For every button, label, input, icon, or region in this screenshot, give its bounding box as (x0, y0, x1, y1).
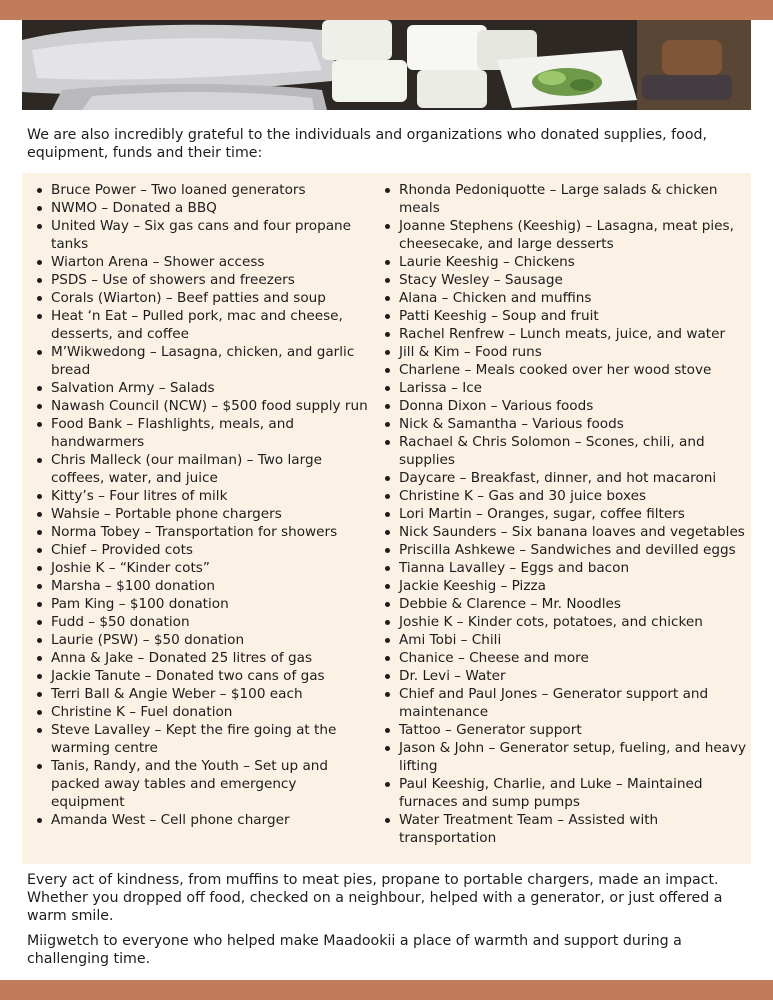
foam-container-1 (322, 20, 392, 60)
donor-list-item: Joanne Stephens (Keeshig) – Lasagna, meat pies, cheesecake, and large desserts (382, 217, 747, 253)
donor-list-item: M’Wikwedong – Lasagna, chicken, and garlic bread (34, 343, 374, 379)
donor-list-item: Rachael & Chris Solomon – Scones, chili, and supplies (382, 433, 747, 469)
donor-list-item: PSDS – Use of showers and freezers (34, 271, 374, 289)
donor-list-item: Christine K – Gas and 30 juice boxes (382, 487, 747, 505)
donor-list-right (382, 181, 747, 847)
donor-list-item: Lori Martin – Oranges, sugar, coffee filters (382, 505, 747, 523)
donor-list-item: Tanis, Randy, and the Youth – Set up and packed away tables and emergency equipment (34, 757, 374, 811)
closing-paragraph-1: Every act of kindness, from muffins to meat pies, propane to portable chargers, made an impact. Whether you dropped off food, checked on a neighbour, helped with a generator, or just offered a warm smile. (27, 872, 723, 924)
donor-list-item: Amanda West – Cell phone charger (34, 811, 374, 829)
food-containers-photo (22, 20, 751, 110)
donor-list-item: Jackie Tanute – Donated two cans of gas (34, 667, 374, 685)
donor-list-item: Debbie & Clarence – Mr. Noodles (382, 595, 747, 613)
donor-list-item: Kitty’s – Four litres of milk (34, 487, 374, 505)
donor-list-item: Priscilla Ashkewe – Sandwiches and devilled eggs (382, 541, 747, 559)
closing-paragraph-2: Miigwetch to everyone who helped make Maadookii a place of warmth and support during a challenging time. (27, 933, 682, 967)
donor-list-item: Water Treatment Team – Assisted with transportation (382, 811, 747, 847)
donor-list-item: Jill & Kim – Food runs (382, 343, 747, 361)
donor-list-item: Nick Saunders – Six banana loaves and vegetables (382, 523, 747, 541)
top-color-band (0, 0, 773, 20)
foam-container-3 (407, 25, 487, 70)
photo-illustration (22, 20, 751, 110)
donor-list-item: Pam King – $100 donation (34, 595, 374, 613)
donor-list-item: Bruce Power – Two loaned generators (34, 181, 374, 199)
donor-list-item: Patti Keeshig – Soup and fruit (382, 307, 747, 325)
donor-list-item: Joshie K – “Kinder cots” (34, 559, 374, 577)
donor-list-item: Dr. Levi – Water (382, 667, 747, 685)
donor-list-item: Wahsie – Portable phone chargers (34, 505, 374, 523)
donor-list-item: Terri Ball & Angie Weber – $100 each (34, 685, 374, 703)
donor-list-left (34, 181, 374, 829)
donor-list-item: Jason & John – Generator setup, fueling, and heavy lifting (382, 739, 747, 775)
donor-list-item: Steve Lavalley – Kept the fire going at the warming centre (34, 721, 374, 757)
donor-list-item: Alana – Chicken and muffins (382, 289, 747, 307)
donor-list-item: Rachel Renfrew – Lunch meats, juice, and water (382, 325, 747, 343)
donor-list-item: Marsha – $100 donation (34, 577, 374, 595)
donor-list-item: Tattoo – Generator support (382, 721, 747, 739)
donor-list-item: Chief – Provided cots (34, 541, 374, 559)
donor-list-item: Fudd – $50 donation (34, 613, 374, 631)
donor-list-item: NWMO – Donated a BBQ (34, 199, 374, 217)
donor-list-item: Christine K – Fuel donation (34, 703, 374, 721)
donor-list-item: Chief and Paul Jones – Generator support and maintenance (382, 685, 747, 721)
donor-list-item: Norma Tobey – Transportation for showers (34, 523, 374, 541)
foam-container-4 (417, 70, 487, 108)
donor-list-item: Paul Keeshig, Charlie, and Luke – Maintained furnaces and sump pumps (382, 775, 747, 811)
donor-list-item: Chris Malleck (our mailman) – Two large coffees, water, and juice (34, 451, 374, 487)
donor-list-item: Ami Tobi – Chili (382, 631, 747, 649)
intro-paragraph: We are also incredibly grateful to the individuals and organizations who donated supplies, food, equipment, funds and their time: (27, 127, 708, 161)
donor-list-item: Food Bank – Flashlights, meals, and handwarmers (34, 415, 374, 451)
donor-list-item: Chanice – Cheese and more (382, 649, 747, 667)
donor-list-item: Jackie Keeshig – Pizza (382, 577, 747, 595)
donor-list-item: Tianna Lavalley – Eggs and bacon (382, 559, 747, 577)
donor-list-item: Wiarton Arena – Shower access (34, 253, 374, 271)
foam-container-2 (332, 60, 407, 102)
donor-list-item: Charlene – Meals cooked over her wood stove (382, 361, 747, 379)
donor-list-item: Stacy Wesley – Sausage (382, 271, 747, 289)
donor-list-item: Corals (Wiarton) – Beef patties and soup (34, 289, 374, 307)
donor-list-item: Nick & Samantha – Various foods (382, 415, 747, 433)
donor-list-panel (22, 173, 751, 864)
donor-list-item: Anna & Jake – Donated 25 litres of gas (34, 649, 374, 667)
donor-list-item: Joshie K – Kinder cots, potatoes, and chicken (382, 613, 747, 631)
donor-list-item: Salvation Army – Salads (34, 379, 374, 397)
donor-list-item: Larissa – Ice (382, 379, 747, 397)
donor-list-item: Daycare – Breakfast, dinner, and hot macaroni (382, 469, 747, 487)
donor-list-item: Donna Dixon – Various foods (382, 397, 747, 415)
donor-list-item: Laurie (PSW) – $50 donation (34, 631, 374, 649)
donor-list-item: Heat ‘n Eat – Pulled pork, mac and cheese, desserts, and coffee (34, 307, 374, 343)
donor-list-item: United Way – Six gas cans and four propane tanks (34, 217, 374, 253)
donor-list-item: Rhonda Pedoniquotte – Large salads & chicken meals (382, 181, 747, 217)
bottom-color-band (0, 980, 773, 1000)
donor-list-item: Nawash Council (NCW) – $500 food supply run (34, 397, 374, 415)
donor-list-item: Laurie Keeshig – Chickens (382, 253, 747, 271)
